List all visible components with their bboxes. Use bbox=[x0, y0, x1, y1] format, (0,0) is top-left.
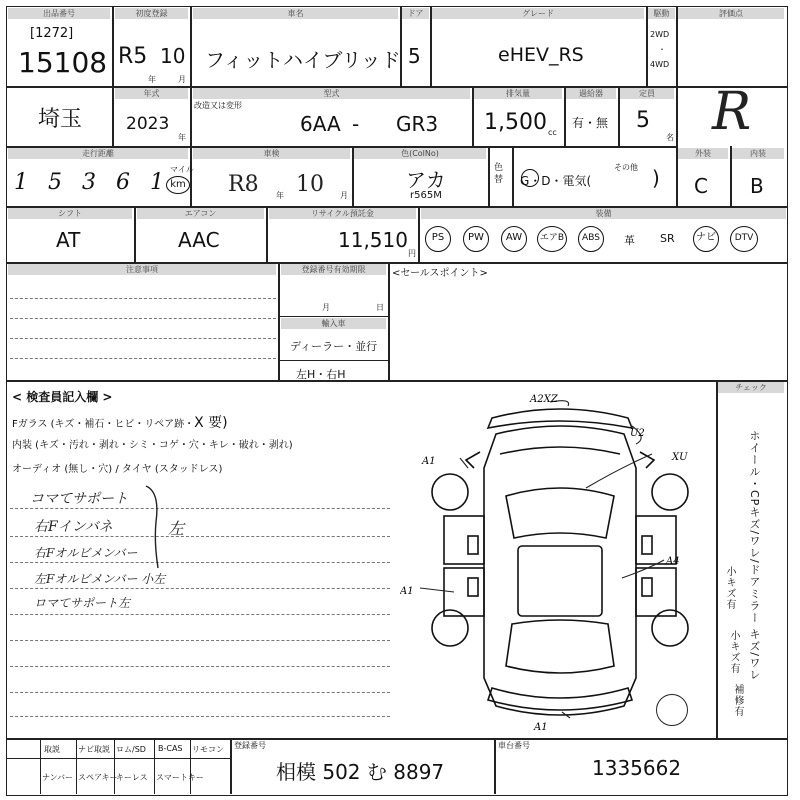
model-label: 型式 bbox=[193, 88, 470, 99]
drive-label: 駆動 bbox=[648, 8, 675, 19]
region: 埼玉 bbox=[38, 107, 83, 132]
model-code: GR3 bbox=[396, 112, 439, 136]
interior-label: 内装 bbox=[732, 148, 784, 159]
right-item: 補修有 bbox=[732, 684, 743, 717]
doors-label: ドア bbox=[402, 8, 429, 19]
keys-label: 取説 bbox=[44, 745, 60, 754]
km-circle bbox=[166, 176, 190, 194]
diagram-mark: A4 bbox=[666, 556, 680, 567]
equip-dtv: DTV bbox=[730, 226, 758, 252]
right-item: 小キズ有 bbox=[724, 566, 735, 610]
inspector-title: < 検査員記入欄 > bbox=[12, 390, 113, 404]
import-label: 輸入車 bbox=[281, 318, 386, 329]
first-reg-label: 初度登録 bbox=[115, 8, 188, 19]
shaken-era: R8 bbox=[228, 172, 259, 197]
equip-abs: ABS bbox=[578, 226, 604, 252]
color-code: r565M bbox=[410, 190, 442, 201]
fglass-required: X 要) bbox=[194, 415, 228, 431]
era-year: R5 bbox=[118, 44, 148, 69]
year-label: 年式 bbox=[115, 88, 188, 99]
mileage-label: 走行距離 bbox=[8, 148, 188, 159]
equip-navi: ナビ bbox=[693, 226, 719, 252]
cc-unit: cc bbox=[548, 128, 557, 137]
mileage-digit: 3 bbox=[82, 170, 96, 195]
lot-prefix: [1272] bbox=[30, 26, 74, 41]
navi-label: ナビ取説 bbox=[78, 745, 110, 754]
right-panel-vertical: ホイール・CPキズ/ワレ/ドアミラー キズ/ワレ bbox=[748, 430, 761, 681]
valid-day: 日 bbox=[376, 303, 384, 312]
equip-ps: PS bbox=[425, 226, 451, 252]
exterior-label: 外装 bbox=[678, 148, 728, 159]
fuel-close: ) bbox=[652, 166, 660, 190]
month-unit: 月 bbox=[178, 75, 186, 84]
fuel-options: G・D・電気( bbox=[520, 174, 592, 188]
displacement: 1,500 bbox=[484, 110, 547, 135]
spare-label: スペアキー bbox=[78, 773, 118, 782]
model-note: 改造又は変形 bbox=[194, 101, 242, 110]
shaken-year-unit: 年 bbox=[276, 191, 284, 200]
equip-label: 装備 bbox=[421, 208, 786, 219]
color-change-label: 色替 bbox=[494, 163, 504, 185]
hand-brace bbox=[140, 482, 170, 572]
fglass-line bbox=[12, 412, 228, 432]
hand-note: 右Fインバネ bbox=[34, 519, 113, 535]
hand-note: 右Fオルビメンバー bbox=[34, 546, 138, 560]
interior-grade: B bbox=[750, 174, 764, 198]
grade: eHEV_RS bbox=[498, 44, 584, 66]
seats: 5 bbox=[636, 108, 650, 133]
import-value: ディーラー・並行 bbox=[290, 340, 378, 353]
diagram-mark: A2XZ bbox=[530, 394, 558, 405]
shaken-month: 10 bbox=[296, 172, 324, 197]
mileage-digit: 1 bbox=[14, 170, 28, 195]
turbo-label: 過給器 bbox=[566, 88, 616, 99]
interior-line: 内装 (キズ・汚れ・剥れ・シミ・コゲ・穴・キレ・破れ・剥れ) bbox=[12, 440, 293, 451]
sales-point-label: <セールスポイント> bbox=[392, 268, 488, 279]
eval-score: R bbox=[712, 82, 752, 142]
year: 2023 bbox=[126, 114, 170, 134]
mileage-digit: 5 bbox=[48, 170, 62, 195]
grade-label: グレード bbox=[432, 8, 644, 19]
car-name: フィットハイブリッド bbox=[205, 48, 401, 72]
color: アカ bbox=[406, 168, 446, 192]
right-item: 小キズ有 bbox=[728, 630, 739, 674]
circle-mark bbox=[656, 694, 688, 726]
equip-sr: SR bbox=[660, 232, 675, 245]
doors: 5 bbox=[408, 44, 421, 68]
diagram-mark: U2 bbox=[630, 428, 645, 439]
car-diagram bbox=[400, 388, 720, 733]
diagram-mark: XU bbox=[672, 452, 688, 463]
eval-label: 評価点 bbox=[678, 8, 784, 19]
audio-tire-line: オーディオ (無し・穴) / タイヤ (スタッドレス) bbox=[12, 464, 223, 475]
shaken-month-unit: 月 bbox=[340, 191, 348, 200]
equip-aw: AW bbox=[501, 226, 527, 252]
rom-label: ロム/SD bbox=[116, 745, 146, 754]
plate-label: 登録番号 bbox=[234, 741, 266, 750]
lot-label: 出品番号 bbox=[8, 8, 110, 19]
recycle-fee: 11,510 bbox=[338, 228, 408, 252]
model-prefix: 6AA bbox=[300, 112, 341, 136]
first-reg-month: 10 bbox=[160, 44, 186, 68]
plate-number: 相模 502 む 8897 bbox=[276, 760, 445, 784]
right-panel-label: チェック bbox=[718, 382, 784, 393]
chassis-label: 車台番号 bbox=[498, 741, 530, 750]
equip-airbag: エアB bbox=[537, 226, 567, 252]
hand-note: 左Fオルビメンバー 小左 bbox=[34, 572, 166, 586]
diagram-mark: A1 bbox=[422, 456, 436, 467]
valid-month: 月 bbox=[322, 303, 330, 312]
shift-label: シフト bbox=[8, 208, 132, 219]
diagram-mark: A1 bbox=[534, 722, 548, 733]
fglass-options: Fガラス (キズ・補石・ヒビ・リペア跡・ bbox=[12, 419, 195, 430]
hand-note: コマてサポート bbox=[30, 491, 128, 507]
mile-label: マイル bbox=[170, 165, 194, 174]
bcas-label: B-CAS bbox=[158, 744, 183, 753]
displacement-label: 排気量 bbox=[474, 88, 562, 99]
seats-label: 定員 bbox=[620, 88, 674, 99]
mileage-digit: 1 bbox=[150, 170, 164, 195]
hand-side-note: 左 bbox=[168, 519, 185, 538]
drive-2wd: 2WD bbox=[650, 30, 670, 39]
equip-leather: 革 bbox=[624, 234, 635, 247]
turbo-options: 有・無 bbox=[572, 116, 609, 130]
recycle-unit: 円 bbox=[408, 249, 416, 258]
exterior-grade: C bbox=[694, 174, 708, 198]
remote-label: リモコン bbox=[192, 745, 224, 754]
lot-number: 15108 bbox=[18, 46, 108, 79]
ac: AAC bbox=[178, 228, 220, 252]
chassis-number: 1335662 bbox=[592, 756, 682, 780]
valid-label: 登録番号有効期限 bbox=[281, 264, 386, 275]
handle-value: 左H・右H bbox=[296, 368, 346, 381]
hand-note: ロマてサポート左 bbox=[34, 596, 131, 610]
equip-pw: PW bbox=[463, 226, 489, 252]
caution-label: 注意事項 bbox=[8, 264, 276, 275]
number-label: ナンバー bbox=[42, 773, 74, 782]
drive-4wd: 4WD bbox=[650, 60, 670, 69]
shift: AT bbox=[56, 228, 81, 252]
fuel-other: その他 bbox=[614, 163, 638, 172]
keyless-label: キーレス bbox=[116, 773, 148, 782]
car-name-label: 車名 bbox=[193, 8, 398, 19]
fuel-gasoline-circle bbox=[521, 169, 539, 187]
smartkey-label: スマートキー bbox=[156, 773, 204, 782]
color-label: 色(ColNo) bbox=[354, 148, 486, 159]
km-label: km bbox=[170, 179, 186, 190]
mileage-digits bbox=[14, 170, 164, 200]
shaken-label: 車検 bbox=[193, 148, 350, 159]
mileage-digit: 6 bbox=[116, 170, 130, 195]
seats-unit: 名 bbox=[666, 133, 674, 142]
ac-label: エアコン bbox=[137, 208, 264, 219]
recycle-label: リサイクル預託金 bbox=[269, 208, 416, 219]
diagram-mark: A1 bbox=[400, 586, 414, 597]
year-unit: 年 bbox=[148, 75, 156, 84]
year-suffix: 年 bbox=[178, 133, 186, 142]
model-dash: - bbox=[352, 112, 360, 136]
